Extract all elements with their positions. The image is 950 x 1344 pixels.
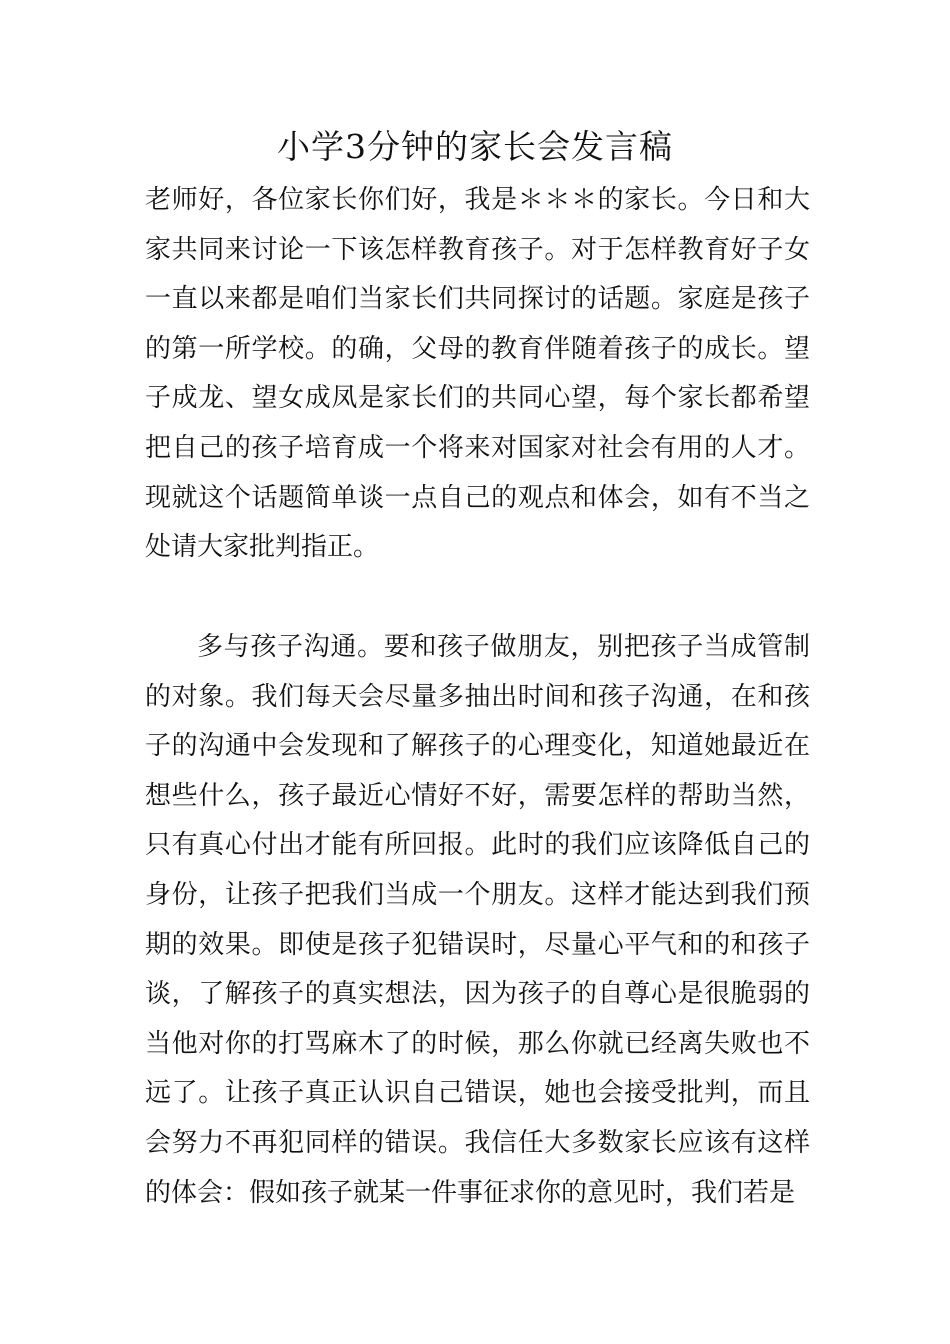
paragraph-communication: 多与孩子沟通。要和孩子做朋友，别把孩子当成管制的对象。我们每天会尽量多抽出时间和孩子沟通，在和孩子的沟通中会发现和了解孩子的心理变化，知道她最近在想些什么，孩子最近心情好不好，需要怎样的帮助当然，只有真心付出才能有所回报。此时的我们应该降低自己的身份，让孩子把我们当成一个朋友。这样才能达到我们预期的效果。即使是孩子犯错误时，尽量心平气和的和孩子谈，了解孩子的真实想法，因为孩子的自尊心是很脆弱的当他对你的打骂麻木了的时候，那么你就已经离失败也不远了。让孩子真正认识自己错误，她也会接受批判，而且会努力不再犯同样的错误。我信任大多数家长应该有这样的体会：假如孩子就某一件事征求你的意见时，我们若是 (145, 632, 810, 1208)
paragraph-intro: 老师好，各位家长你们好，我是＊＊＊的家长。今日和大家共同来讨论一下该怎样教育孩子。对于怎样教育好子女一直以来都是咱们当家长们共同探讨的话题。家庭是孩子的第一所学校。的确，父母的教育伴随着孩子的成长。望子成龙、望女成凤是家长们的共同心望，每个家长都希望把自己的孩子培育成一个将来对国家对社会有用的人才。现就这个话题简单谈一点自己的观点和体会，如有不当之处请大家批判指正。 (145, 185, 810, 563)
document-title: 小学3分钟的家长会发言稿 (277, 127, 673, 166)
